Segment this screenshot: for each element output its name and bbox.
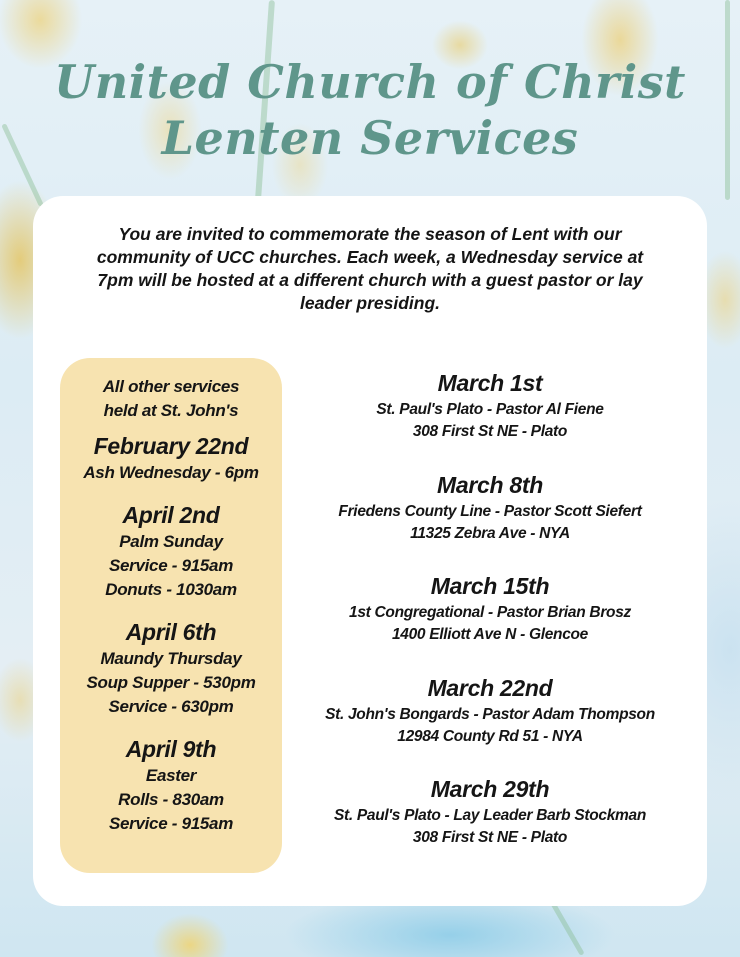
special-service (60, 617, 282, 719)
location-note (60, 358, 282, 423)
service-detail: Service - 915am (108, 556, 234, 575)
st-johns-services-panel (60, 358, 282, 873)
service-detail: Maundy Thursday (100, 649, 242, 668)
location-note-line: All other services (102, 377, 240, 396)
content-card (33, 196, 707, 906)
special-service (60, 431, 282, 485)
location-note-line: held at St. John's (103, 401, 239, 420)
service-address: 308 First St NE - Plato (412, 423, 568, 440)
wednesday-service (295, 470, 685, 572)
service-host: 1st Congregational - Pastor Brian Brosz (349, 604, 631, 621)
service-detail: Donuts - 1030am (105, 580, 237, 599)
service-address: 11325 Zebra Ave - NYA (410, 524, 570, 542)
service-detail: Palm Sunday (119, 532, 223, 551)
title-line-2: Lenten Services (161, 111, 579, 165)
service-date: February 22nd (93, 433, 249, 459)
wednesday-service (295, 673, 685, 775)
service-detail: Service - 915am (108, 814, 234, 833)
service-date: March 22nd (427, 674, 553, 701)
service-date: April 6th (125, 619, 217, 645)
service-date: April 2nd (122, 502, 220, 528)
service-host: St. Paul's Plato - Pastor Al Fiene (376, 401, 604, 418)
service-address: 1400 Elliott Ave N - Glencoe (391, 626, 589, 643)
special-service (60, 500, 282, 602)
wednesday-service (295, 774, 685, 876)
service-date: March 29th (430, 776, 550, 802)
service-host: St. John's Bongards - Pastor Adam Thompson (325, 705, 655, 723)
service-host: St. Paul's Plato - Lay Leader Barb Stockman (333, 807, 647, 824)
page-title (0, 54, 740, 166)
service-detail: Rolls - 830am (118, 790, 224, 809)
title-line-1: United Church of Christ (54, 55, 686, 109)
service-date: March 15th (430, 573, 550, 599)
special-service (60, 734, 282, 836)
service-address: 12984 County Rd 51 - NYA (397, 727, 583, 745)
wednesday-service (295, 368, 685, 470)
service-detail: Service - 630pm (108, 697, 234, 716)
intro-text: You are invited to commemorate the season of Lent with our community of UCC churches. Each week, a Wednesday service at 7pm will be hosted at a different church with a guest pastor or lay leader presiding. (96, 224, 644, 313)
service-detail: Ash Wednesday - 6pm (83, 463, 259, 482)
service-address: 308 First St NE - Plato (412, 829, 568, 846)
wednesday-services-list (295, 368, 685, 876)
service-detail: Soup Supper - 530pm (86, 673, 256, 692)
service-detail: Easter (145, 766, 197, 785)
wednesday-service (295, 571, 685, 673)
service-date: March 8th (437, 471, 543, 498)
service-date: March 1st (437, 370, 543, 396)
service-date: April 9th (125, 736, 217, 762)
service-host: Friedens County Line - Pastor Scott Siefert (338, 502, 642, 520)
